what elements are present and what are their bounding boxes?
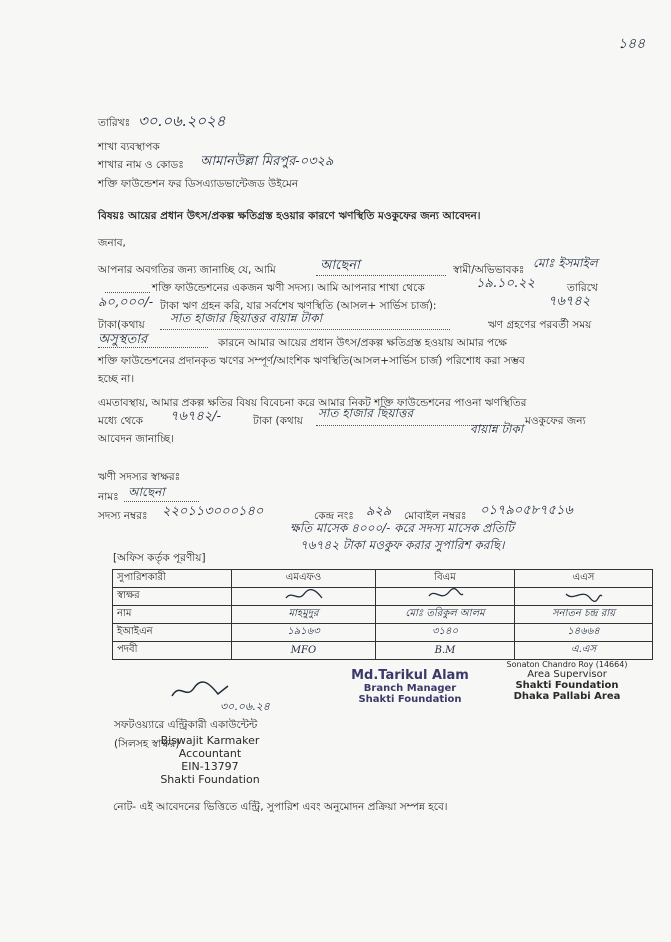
p1-h: কারনে আমার আয়ের প্রধান উৎস/প্রকল্প ক্ষতিগ্রস্ত হওয়ায় আমার পক্ষে <box>218 337 507 349</box>
p2-d: মওকুফের জন্য <box>525 415 586 427</box>
as-stamp-org: Shakti Foundation <box>515 680 619 691</box>
center-label: কেন্দ্র নংঃ <box>314 510 354 522</box>
mfo-signature <box>232 588 376 606</box>
bm-stamp-title: Branch Manager <box>363 683 457 694</box>
salutation: জনাব, <box>98 237 126 249</box>
mobile-value: ০১৭৯০৫৮৭৫১৬ <box>480 503 573 518</box>
p1-b: স্বামী/অভিভাবকঃ <box>453 264 525 276</box>
date-label: তারিখঃ <box>98 117 131 129</box>
table-header: এমএফও <box>232 570 376 588</box>
p1-d: তারিখে <box>567 282 598 294</box>
accountant-title: Accountant <box>178 747 242 760</box>
guardian-name: মোঃ ইসমাইল <box>533 256 598 270</box>
table-row <box>113 624 653 642</box>
table-cell: ১৯১৬৩ <box>232 624 376 642</box>
loan-date: ১৯.১০.২২ <box>476 276 535 291</box>
table-cell: এ.এস <box>515 642 653 660</box>
accountant-stamp <box>150 734 270 786</box>
as-stamp-title: Area Supervisor <box>527 669 607 680</box>
table-row <box>113 588 653 606</box>
accountant-date: ৩০.০৬.২৪ <box>220 700 270 713</box>
table-header: সুপারিশকারী <box>113 570 232 588</box>
table-cell: ৩১৪০ <box>376 624 515 642</box>
p1-a: আপনার অবগতির জন্য জানাচ্ছি যে, আমি <box>98 264 276 276</box>
to-line-2-label: শাখার নাম ও কোডঃ <box>98 159 184 171</box>
waiver-words-1: সাত হাজার ছিয়াত্তর <box>318 406 414 420</box>
p1-g: ঋণ গ্রহণের পরবর্তী সময় <box>488 319 592 331</box>
table-cell: মাহমুদুর <box>232 606 376 624</box>
table-cell: সনাতন চন্দ্র রায় <box>515 606 653 624</box>
member-name-value: আছেনা <box>128 485 165 499</box>
table-row <box>113 642 653 660</box>
table-header-row <box>113 570 653 588</box>
to-line-3: শক্তি ফাউন্ডেশন ফর ডিসএ্যাডভান্টেজড উইমেন <box>98 178 299 190</box>
footer-note: নোট- এই আবেদনের ভিত্তিতে এন্ট্রি, সুপারিশ এবং অনুমোদন প্রক্রিয়া সম্পন্ন হবে। <box>113 801 448 813</box>
p2-a: এমতাবস্থায়, আমার প্রকল্প ক্ষতির বিষয় বিবেচনা করে আমার নিকট শক্তি ফাউন্ডেশনের পাওনা ঋণস্থিতির <box>98 397 527 409</box>
table-cell: MFO <box>232 642 376 660</box>
accountant-label: সফটওয়্যারে এন্ট্রিকারী একাউন্টেন্ট <box>114 719 258 731</box>
bm-signature <box>376 588 515 606</box>
member-no-label: সদস্য নম্বরঃ <box>98 510 148 522</box>
center-value: ৯২৯ <box>366 504 392 519</box>
subject: বিষয়ঃ আয়ের প্রধান উৎস/প্রকল্প ক্ষতিগ্রস্ত হওয়ার কারণে ঋণস্থিতি মওকুফের জন্য আবেদন। <box>98 210 481 222</box>
row-label: নাম <box>113 606 232 624</box>
waiver-words-2: বায়ান্ন টাকা <box>470 422 524 436</box>
recommendation-table <box>112 569 653 660</box>
p1-i: শক্তি ফাউন্ডেশনের প্রদানকৃত ঋণের সম্পূর্ণ/আংশিক ঋণস্থিতি(আসল+সার্ভিস চার্জ) পরিশোধ করা সম্ভব <box>98 355 525 367</box>
table-header: বিএম <box>376 570 515 588</box>
branch-name-code: আমানউল্লা মিরপুর-০৩২৯ <box>200 154 334 169</box>
office-use-label: [অফিস কর্তৃক পূরণীয়] <box>113 552 206 564</box>
member-no-value: ২২০১১৩০০০১৪০ <box>162 504 264 519</box>
accountant-org: Shakti Foundation <box>160 773 260 786</box>
table-cell: B.M <box>376 642 515 660</box>
accountant-name: Biswajit Karmaker <box>160 734 260 747</box>
row-label: স্বাক্ষর <box>113 588 232 606</box>
p1-j: হচ্ছে না। <box>98 373 135 385</box>
member-name-label: নামঃ <box>98 491 119 503</box>
p1-e: টাকা ঋণ গ্রহন করি, যার সর্বশেষ ঋণস্থিতি (আসল+ সার্ভিস চার্জ): <box>160 300 437 312</box>
date-value: ৩০.০৬.২০২৪ <box>138 112 226 130</box>
p1-c: শক্তি ফাউন্ডেশনের একজন ঋণী সদস্য। আমি আপনার শাখা থেকে <box>152 282 425 294</box>
balance-in-words: সাত হাজার ছিয়াত্তর বায়ান্ন টাকা <box>170 311 323 325</box>
as-signature <box>515 588 653 606</box>
accountant-ein: EIN-13797 <box>181 760 239 773</box>
bm-stamp-org: Shakti Foundation <box>358 694 462 705</box>
recommendation-note-1: ক্ষতি মাসেক ৪০০০/- করে সদস্য মাসেক প্রতিটি <box>290 521 514 535</box>
balance-amount: ৭৬৭৪২ <box>548 294 591 309</box>
reason: অসুস্থতার <box>98 332 148 347</box>
mobile-label: মোবাইল নম্বরঃ <box>404 510 467 522</box>
p2-e: আবেদন জানাচ্ছি। <box>98 433 174 445</box>
table-row <box>113 606 653 624</box>
p1-f: টাকা(কথায় <box>98 319 145 331</box>
member-name-handwritten: আছেনা <box>320 258 360 273</box>
member-sign-label: ঋণী সদস্যর স্বাক্ষরঃ <box>98 471 181 483</box>
as-stamp-area: Dhaka Pallabi Area <box>513 691 621 702</box>
waiver-amount: ৭৬৭৪২/- <box>170 409 222 424</box>
as-stamp-name: Sonaton Chandro Roy (14664) <box>506 660 628 669</box>
bm-stamp <box>340 668 480 705</box>
row-label: ইআইএন <box>113 624 232 642</box>
p2-b: মধ্যে থেকে <box>98 415 143 427</box>
as-stamp <box>492 660 642 702</box>
bm-stamp-name: Md.Tarikul Alam <box>351 668 469 683</box>
row-label: পদবী <box>113 642 232 660</box>
table-cell: ১৪৬৬৪ <box>515 624 653 642</box>
to-line-1: শাখা ব্যবস্থাপক <box>98 141 160 153</box>
p2-c: টাকা (কথায় <box>253 415 303 427</box>
table-cell: মোঃ তরিকুল আলম <box>376 606 515 624</box>
loan-amount: ৯০,০০০/- <box>98 295 154 310</box>
recommendation-note-2: ৭৬৭৪২ টাকা মওকুফ করার সুপারিশ করছি। <box>300 538 505 552</box>
table-header: এএস <box>515 570 653 588</box>
corner-mark: ১৪৪ <box>618 36 646 52</box>
accountant-seal-label: (সিলসহ স্বাক্ষর) <box>114 738 180 750</box>
